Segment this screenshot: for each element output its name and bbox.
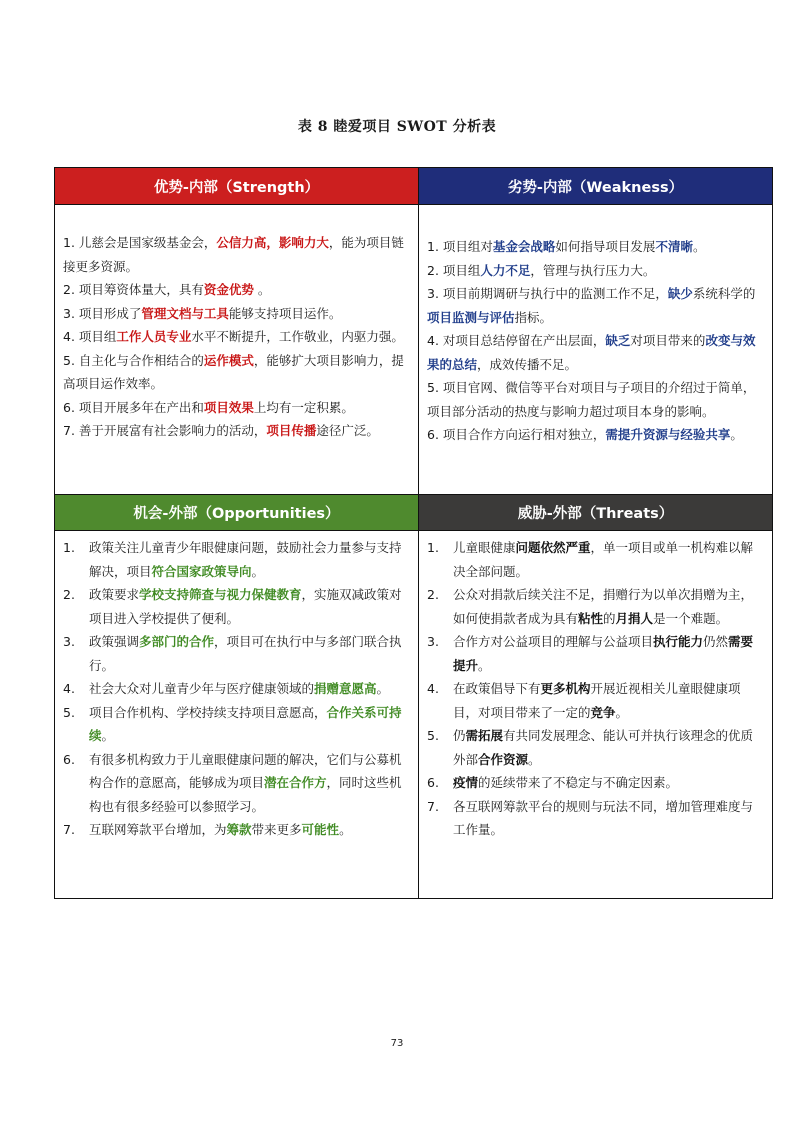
item-body	[89, 677, 410, 701]
weakness-list	[419, 205, 772, 494]
item-text: ，能够扩大项目影响力，提高项目运作效率。	[63, 352, 404, 391]
threat-item	[427, 771, 764, 795]
highlight-text: 运作模式	[203, 352, 254, 368]
item-text: 公众对捐款后续关注不足，捐赠行为以单次捐赠为主，如何使捐款者成为具有	[453, 587, 754, 626]
threat-item	[427, 795, 764, 842]
highlight-text: 公信力高，影响力大	[216, 235, 329, 250]
item-text: 指标。	[514, 309, 553, 325]
item-text: ，实施双减政策对项目进入学校提供了便利。	[89, 587, 402, 626]
item-text: ，成效传播不足。	[477, 356, 578, 372]
strength-item	[63, 396, 410, 420]
item-text: 。	[692, 239, 706, 254]
item-text: 政策关注儿童青少年眼健康问题，鼓励社会力量参与支持解决，项目	[89, 540, 402, 579]
item-text: 4. 对项目总结停留在产出层面，	[427, 333, 606, 348]
table-title: 表 8 睦爱项目 SWOT 分析表	[297, 119, 497, 135]
item-number: 6.	[63, 751, 75, 767]
page-number: 73	[390, 1038, 404, 1049]
item-text: 。	[253, 282, 271, 297]
item-text: 项目合作机构、学校持续支持项目意愿高，	[89, 704, 327, 720]
item-text: 的	[603, 610, 616, 626]
item-text: 1. 项目组对	[427, 239, 493, 254]
highlight-text: 捐赠意愿高	[314, 681, 377, 696]
item-text: 上均有一定积累。	[253, 399, 354, 415]
item-text: 4. 项目组	[63, 329, 117, 344]
item-text: 政策强调	[89, 634, 140, 649]
item-text: 如何指导项目发展	[555, 239, 656, 254]
item-text: 仍	[453, 728, 466, 743]
threat-item	[427, 724, 764, 771]
threat-item	[427, 536, 764, 583]
item-text: 仍然	[703, 634, 729, 649]
threat-item	[427, 630, 764, 677]
strength-list	[55, 205, 419, 494]
item-text: 有很多机构致力于儿童眼健康问题的解决，它们与公募机构合作的意愿高，能够成为项目	[89, 751, 402, 790]
strength-header: 优势-内部（Strength）	[55, 168, 419, 205]
weakness-item	[427, 423, 764, 447]
item-text: 3. 项目形成了	[63, 305, 142, 321]
item-text: 在政策倡导下有	[453, 681, 541, 696]
weakness-item	[427, 376, 764, 423]
item-number: 2.	[63, 587, 75, 602]
item-text: 互联网筹款平台增加，为	[89, 822, 227, 837]
highlight-text: 学校支持筛查与视力保健教育	[139, 587, 302, 602]
item-body	[453, 724, 764, 771]
item-number: 3.	[63, 634, 75, 649]
item-text: 有共同发展理念、能认可并执行该理念的优质外部	[453, 728, 754, 767]
strength-item	[63, 349, 410, 396]
item-text: 水平不断提升，工作敬业，内驱力强。	[191, 329, 404, 344]
highlight-text: 执行能力	[653, 634, 704, 649]
opportunity-header: 机会-外部（Opportunities）	[55, 494, 419, 531]
item-number: 1.	[427, 540, 439, 555]
highlight-text: 更多机构	[540, 681, 591, 696]
item-text: 2. 项目组	[427, 262, 481, 278]
threat-header: 威胁-外部（Threats）	[419, 494, 772, 531]
highlight-text: 需拓展	[465, 728, 504, 743]
item-body	[89, 630, 410, 677]
highlight-text: 不清晰	[655, 239, 693, 254]
highlight-text: 工作人员专业	[116, 329, 192, 344]
item-text: 。	[101, 728, 115, 743]
item-text: 6. 项目开展多年在产出和	[63, 399, 204, 415]
weakness-item	[427, 282, 764, 329]
item-number: 2.	[427, 587, 439, 602]
highlight-text: 项目传播	[266, 423, 317, 438]
item-number: 4.	[427, 681, 439, 696]
item-text: 6. 项目合作方向运行相对独立，	[427, 427, 606, 442]
item-number: 4.	[63, 681, 75, 696]
highlight-text: 基金会战略	[492, 239, 556, 254]
item-body	[453, 677, 764, 724]
item-number: 7.	[427, 798, 439, 814]
item-text: 儿童眼健康	[453, 540, 516, 555]
item-body	[453, 771, 764, 795]
strength-item	[63, 325, 410, 349]
highlight-text: 管理文档与工具	[141, 305, 229, 321]
weakness-header: 劣势-内部（Weakness）	[419, 168, 772, 205]
item-text: 。	[478, 657, 491, 673]
item-text: 系统科学的	[692, 286, 756, 301]
highlight-text: 需提升资源与经验共享	[605, 427, 731, 442]
strength-item	[63, 231, 410, 278]
item-body	[89, 536, 410, 583]
item-text: 7. 善于开展富有社会影响力的活动，	[63, 423, 267, 438]
opportunity-item	[63, 536, 410, 583]
item-text: 1. 儿慈会是国家级基金会，	[63, 235, 217, 250]
item-text: 。	[376, 681, 390, 696]
item-text: 带来更多	[251, 822, 302, 837]
weakness-item	[427, 259, 764, 283]
highlight-text: 缺乏	[605, 333, 631, 348]
strength-item	[63, 419, 410, 443]
swot-table	[54, 167, 773, 899]
highlight-text: 改变与效果的总结	[427, 333, 756, 372]
item-number: 5.	[427, 728, 439, 743]
item-body	[89, 701, 410, 748]
weakness-item	[427, 235, 764, 259]
strength-item	[63, 302, 410, 326]
item-text: 。	[251, 563, 265, 579]
highlight-text: 筹款	[226, 822, 252, 837]
item-text: 的延续带来了不稳定与不确定因素。	[478, 775, 679, 790]
item-text: 3. 项目前期调研与执行中的监测工作不足，	[427, 286, 668, 301]
opportunity-item	[63, 701, 410, 748]
item-text: ，单一项目或单一机构难以解决全部问题。	[453, 540, 754, 579]
highlight-text: 竞争	[590, 704, 616, 720]
item-body	[89, 583, 410, 630]
item-text: 5. 项目官网、微信等平台对项目与子项目的介绍过于简单，项目部分活动的热度与影响力超过项目本身的影响。	[427, 380, 756, 419]
highlight-text: 人力不足	[480, 262, 531, 278]
highlight-text: 缺少	[667, 286, 693, 301]
highlight-text: 潜在合作方	[264, 775, 327, 790]
weakness-item	[427, 329, 764, 376]
item-text: 。	[528, 751, 541, 767]
item-text: 5. 自主化与合作相结合的	[63, 352, 204, 368]
item-text: 社会大众对儿童青少年与医疗健康领域的	[89, 681, 315, 696]
item-body	[453, 583, 764, 630]
highlight-text: 疫情	[453, 775, 479, 790]
highlight-text: 项目监测与评估	[427, 309, 515, 325]
opportunity-item	[63, 583, 410, 630]
item-body	[89, 818, 410, 842]
highlight-text: 粘性	[578, 610, 604, 626]
item-text: 。	[339, 822, 352, 837]
item-text: 对项目带来的	[630, 333, 706, 348]
item-text: 能够支持项目运作。	[228, 305, 342, 321]
highlight-text: 月捐人	[615, 610, 654, 626]
item-number: 3.	[427, 634, 439, 649]
highlight-text: 需要提升	[453, 634, 754, 673]
item-text: 2. 项目筹资体量大，具有	[63, 282, 204, 297]
item-text: 合作方对公益项目的理解与公益项目	[453, 634, 654, 649]
item-text: 。	[730, 427, 743, 442]
opportunity-item	[63, 630, 410, 677]
opportunity-item	[63, 677, 410, 701]
threat-item	[427, 583, 764, 630]
item-text: ，管理与执行压力大。	[530, 262, 656, 278]
item-body	[453, 795, 764, 842]
item-text: ，能为项目链接更多资源。	[63, 235, 404, 274]
highlight-text: 可能性	[301, 822, 340, 837]
highlight-text: 项目效果	[203, 399, 254, 415]
item-text: 是一个难题。	[653, 610, 729, 626]
highlight-text: 合作关系可持续	[89, 704, 402, 743]
opportunity-item	[63, 748, 410, 819]
highlight-text: 资金优势	[203, 282, 254, 297]
threat-item	[427, 677, 764, 724]
item-body	[89, 748, 410, 819]
threat-list	[419, 531, 772, 898]
item-text: ，项目可在执行中与多部门联合执行。	[89, 634, 402, 673]
item-number: 7.	[63, 822, 75, 837]
item-text: ，同时这些机构也有很多经验可以参照学习。	[89, 775, 402, 814]
strength-item	[63, 278, 410, 302]
item-body	[453, 536, 764, 583]
highlight-text: 多部门的合作	[139, 634, 215, 649]
item-text: 政策要求	[89, 587, 140, 602]
item-body	[453, 630, 764, 677]
highlight-text: 合作资源	[478, 751, 529, 767]
item-number: 1.	[63, 540, 75, 555]
highlight-text: 问题依然严重	[515, 540, 591, 555]
item-text: 途径广泛。	[316, 423, 379, 438]
opportunity-list	[55, 531, 419, 898]
item-text: 。	[615, 704, 629, 720]
item-text: 开展近视相关儿童眼健康项目，对项目带来了一定的	[453, 681, 741, 720]
item-text: 各互联网筹款平台的规则与玩法不同，增加管理难度与工作量。	[453, 798, 754, 837]
item-number: 5.	[63, 704, 75, 720]
opportunity-item	[63, 818, 410, 842]
highlight-text: 符合国家政策导向	[151, 563, 252, 579]
item-number: 6.	[427, 775, 439, 790]
